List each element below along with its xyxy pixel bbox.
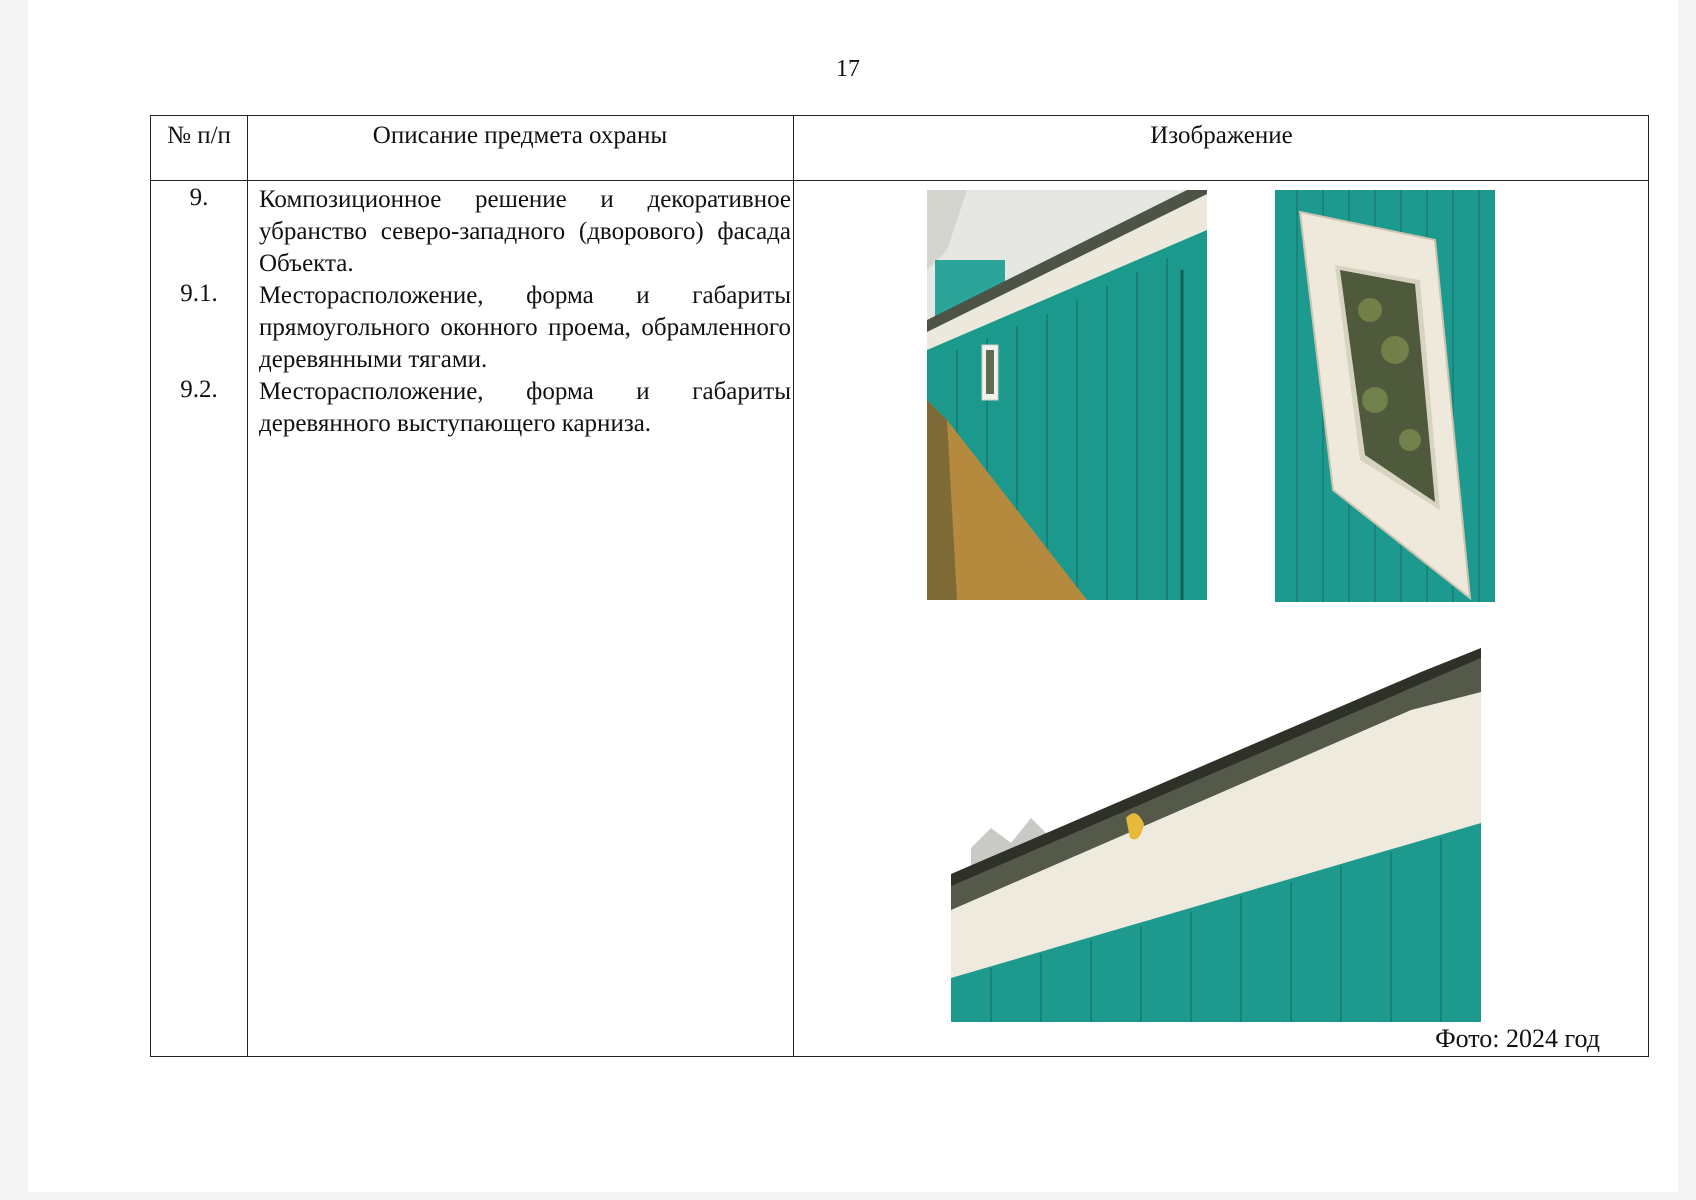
page-number: 17 <box>836 56 860 82</box>
header-description: Описание предмета охраны <box>372 122 668 149</box>
photo-caption: Фото: 2024 год <box>1435 1024 1600 1053</box>
facade-photo <box>927 190 1207 600</box>
row-description: Месторасположение, форма и габариты деревянного выступающего карниза. <box>259 378 791 437</box>
header-image: Изображение <box>1150 122 1293 149</box>
column-divider-1 <box>247 116 248 1056</box>
header-divider <box>151 180 1648 181</box>
header-number: № п/п <box>167 122 231 149</box>
column-divider-2 <box>793 116 794 1056</box>
row-description: Месторасположение, форма и габариты прямоугольного оконного проема, обрамленного деревянными тягами. <box>259 282 791 373</box>
row-number: 9.1. <box>180 280 218 307</box>
row-description: Композиционное решение и декоративное убранство северо-западного (дворового) фасада Объекта. <box>259 186 791 277</box>
cornice-photo <box>951 648 1481 1022</box>
window-photo <box>1275 190 1495 602</box>
row-number: 9. <box>189 184 209 211</box>
row-number: 9.2. <box>180 376 218 403</box>
protection-table <box>150 115 1649 1057</box>
